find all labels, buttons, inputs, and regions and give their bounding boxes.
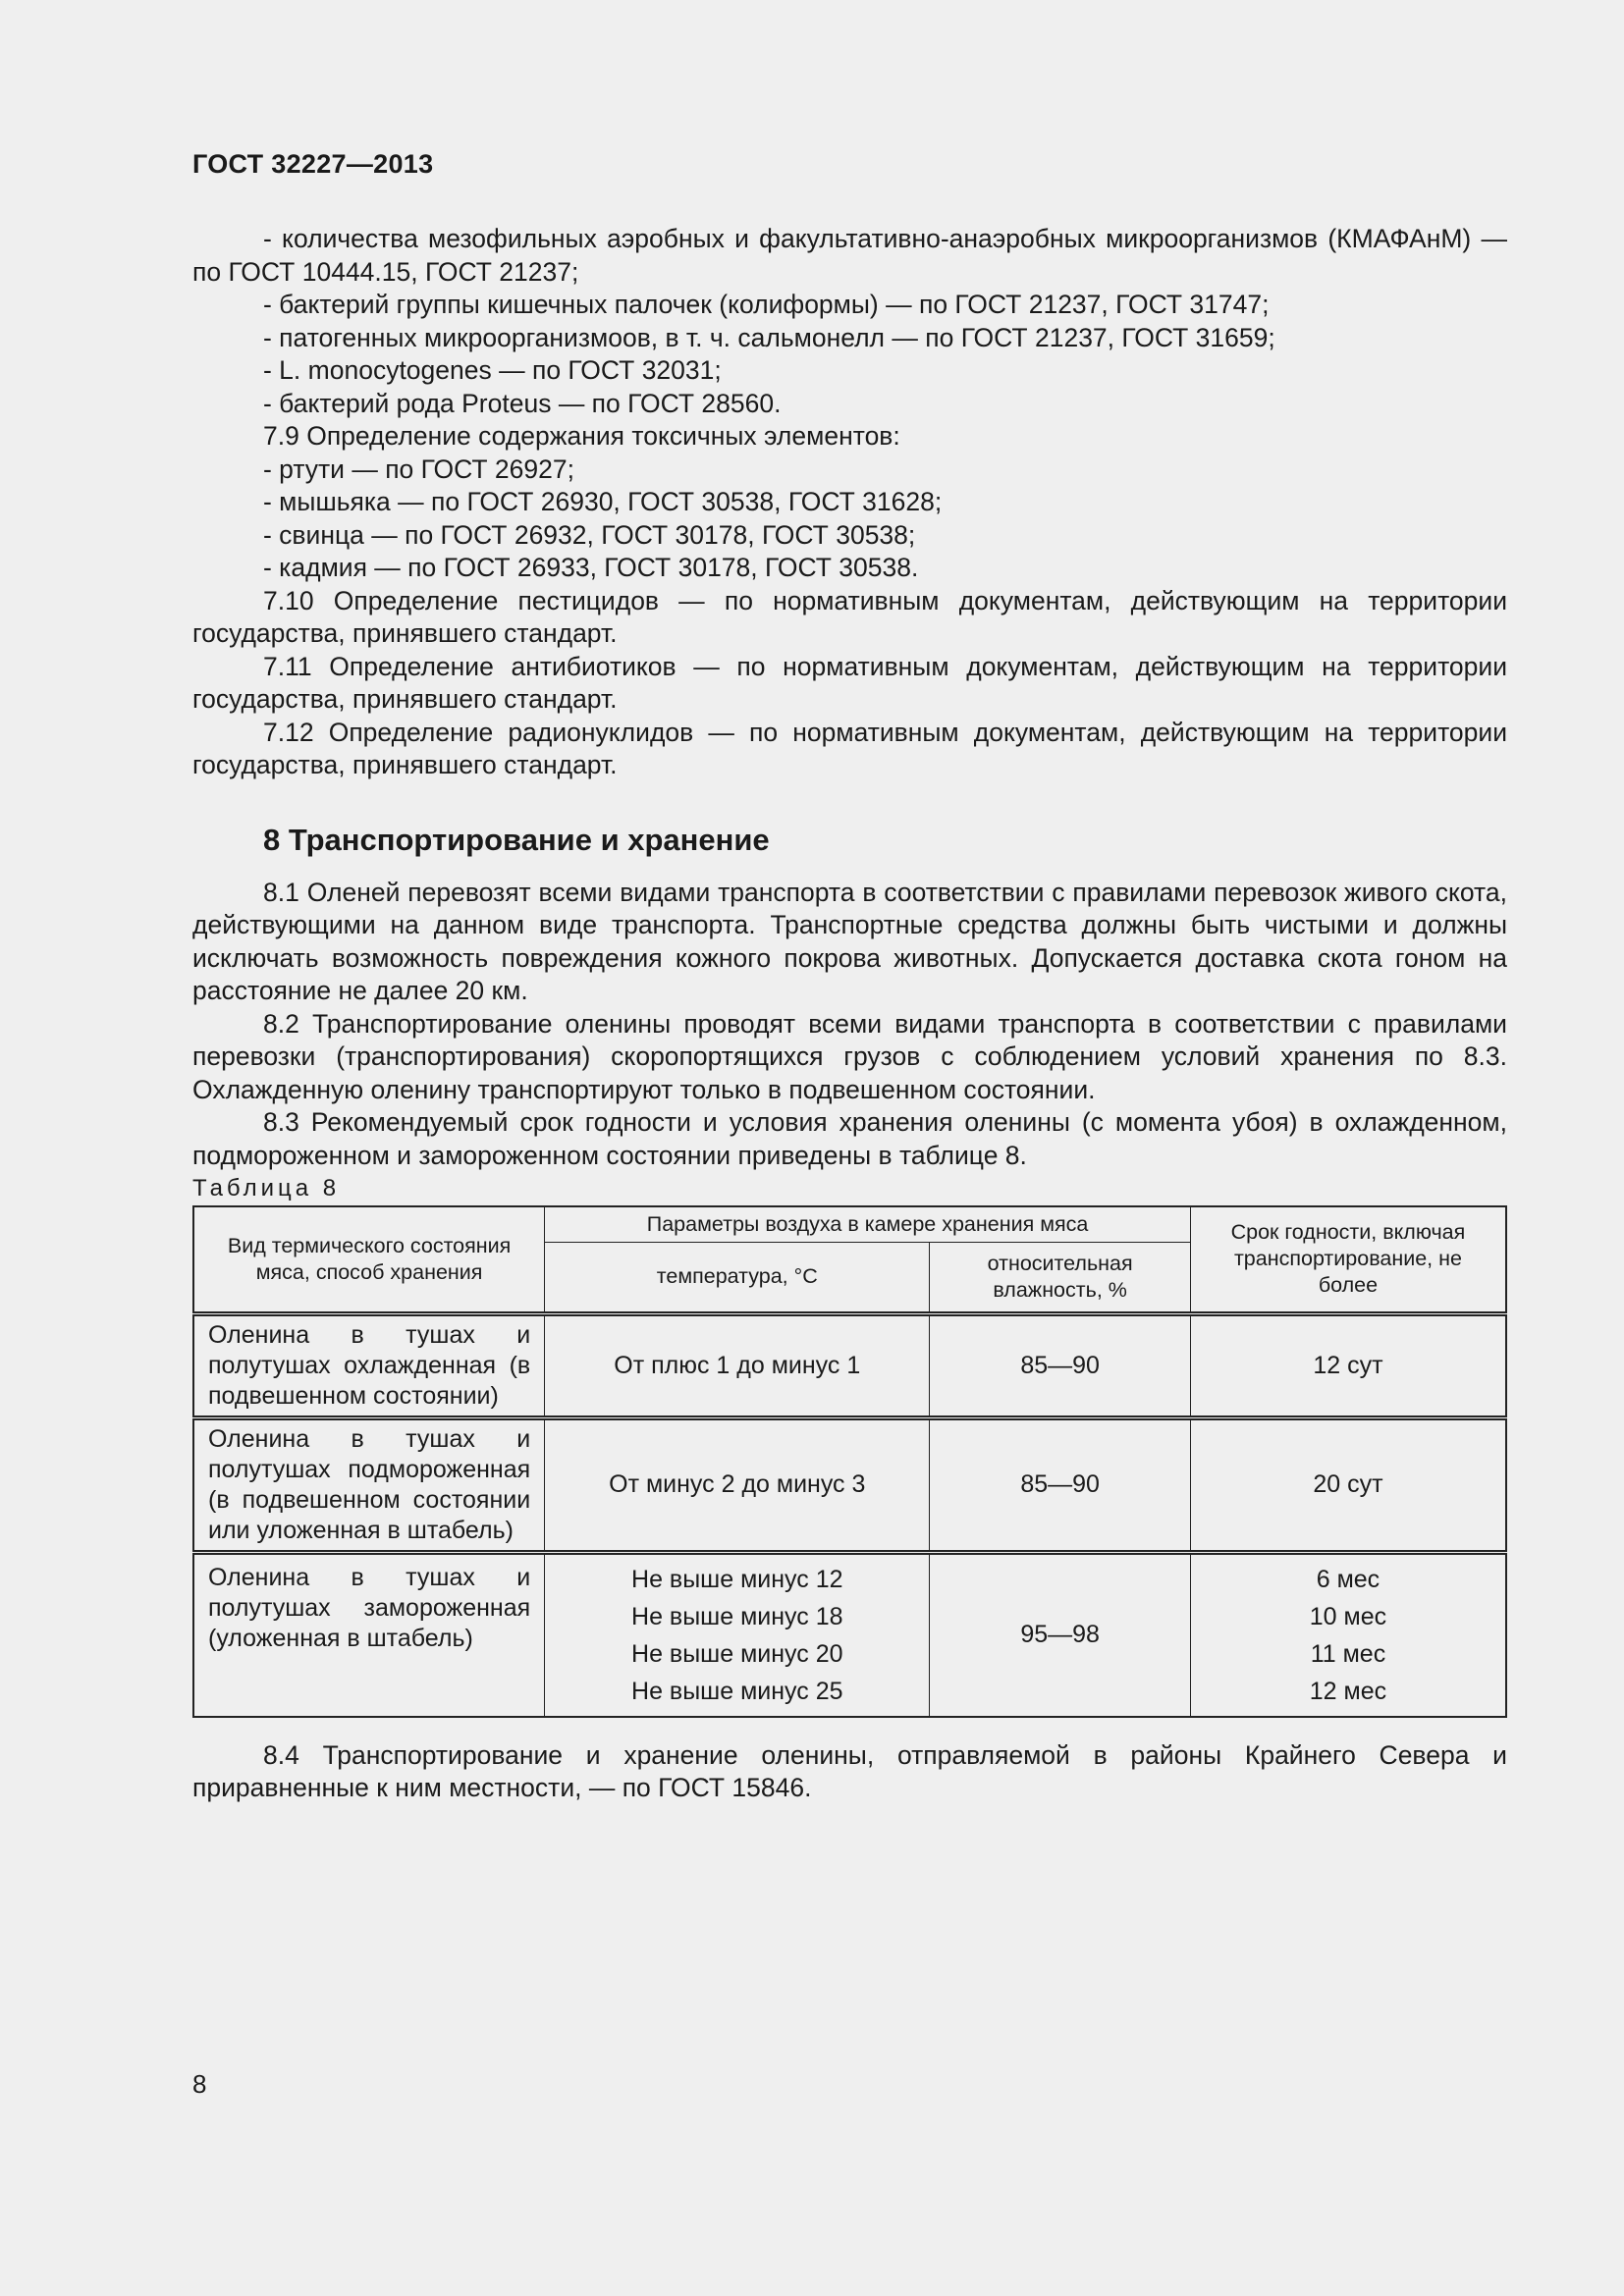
document-body: [192, 223, 1507, 1805]
cell-temperature: От минус 2 до минус 3: [545, 1417, 930, 1552]
cell-shelf-life-list: [1190, 1552, 1506, 1717]
page-number: 8: [192, 2069, 207, 2099]
table-caption: Таблица 8: [192, 1175, 341, 1201]
paragraph-8-4: 8.4 Транспортирование и хранение оленины, отправляемой в районы Крайнего Севера и приравненные к ним местности, — по ГОСТ 15846.: [192, 1739, 1507, 1802]
table-header-type: Вид термического состояния мяса, способ хранения: [193, 1206, 545, 1314]
list-item: - мышьяка — по ГОСТ 26930, ГОСТ 30538, ГОСТ 31628;: [263, 487, 943, 516]
table-header-shelf-life: Срок годности, включая транспортирование, не более: [1190, 1206, 1506, 1314]
storage-table: [192, 1205, 1507, 1718]
cell-temperature: От плюс 1 до минус 1: [545, 1313, 930, 1417]
list-item: - патогенных микроорганизмоов, в т. ч. сальмонелл — по ГОСТ 21237, ГОСТ 31659;: [263, 322, 1275, 352]
list-item: 7.12 Определение радионуклидов — по нормативным документам, действующим на территории государства, принявшего стандарт.: [192, 717, 1507, 779]
shelf-life-value: 6 мес: [1316, 1565, 1380, 1593]
cell-type: Оленина в тушах и полутушах охлажденная (в подвешенном состоянии): [193, 1313, 545, 1417]
cell-shelf-life: 12 сут: [1190, 1313, 1506, 1417]
list-item: - бактерий группы кишечных палочек (колиформы) — по ГОСТ 21237, ГОСТ 31747;: [263, 290, 1270, 319]
list-item: - количества мезофильных аэробных и факультативно-анаэробных микроорганизмов (КМАФАнМ) — по ГОСТ 10444.15, ГОСТ 21237;: [192, 224, 1507, 287]
list-item: - бактерий рода Proteus — по ГОСТ 28560.: [263, 388, 782, 418]
table-header-humidity: относительная влажность, %: [930, 1242, 1191, 1313]
shelf-life-value: 10 мес: [1309, 1602, 1387, 1630]
temperature-value: Не выше минус 25: [631, 1677, 843, 1705]
cell-humidity: 95—98: [930, 1552, 1191, 1717]
temperature-value: Не выше минус 18: [631, 1602, 843, 1630]
list-item: - кадмия — по ГОСТ 26933, ГОСТ 30178, ГОСТ 30538.: [263, 553, 919, 582]
paragraph-8-1: 8.1 Оленей перевозят всеми видами транспорта в соответствии с правилами перевозок живого скота, действующими на данном виде транспорта. Транспортные средства должны быть чистыми и должны исключать возможность повреждения кожного покрова животных. Допускается доставка скота гоном на расстояние не далее 20 км.: [192, 877, 1507, 1005]
table-row: [193, 1417, 1506, 1552]
cell-humidity: 85—90: [930, 1417, 1191, 1552]
list-item: 7.10 Определение пестицидов — по нормативным документам, действующим на территории государства, принявшего стандарт.: [192, 585, 1507, 648]
list-item: - ртути — по ГОСТ 26927;: [263, 454, 574, 484]
paragraph-8-3: 8.3 Рекомендуемый срок годности и условия хранения оленины (с момента убоя) в охлажденном, подмороженном и замороженном состоянии приведены в таблице 8.: [192, 1107, 1507, 1170]
table-row: [193, 1313, 1506, 1417]
paragraph-8-2: 8.2 Транспортирование оленины проводят всеми видами транспорта в соответствии с правилами перевозки (транспортирования) скоропортящихся грузов с соблюдением условий хранения по 8.3. Охлажденную оленину транспортируют только в подвешенном состоянии.: [192, 1008, 1507, 1104]
cell-type: Оленина в тушах и полутушах подмороженная (в подвешенном состоянии или уложенная в штабель): [193, 1417, 545, 1552]
temperature-value: Не выше минус 20: [631, 1639, 843, 1668]
cell-shelf-life: 20 сут: [1190, 1417, 1506, 1552]
list-item: - свинца — по ГОСТ 26932, ГОСТ 30178, ГОСТ 30538;: [263, 519, 916, 550]
table-header-air-params: Параметры воздуха в камере хранения мяса: [545, 1206, 1191, 1243]
cell-temperature-list: [545, 1552, 930, 1717]
cell-humidity: 85—90: [930, 1313, 1191, 1417]
table-header-temperature: температура, °С: [545, 1242, 930, 1313]
list-item: 7.9 Определение содержания токсичных элементов:: [263, 421, 900, 451]
list-item: - L. monocytogenes — по ГОСТ 32031;: [263, 355, 722, 385]
table-row: [193, 1552, 1506, 1717]
document-header: ГОСТ 32227—2013: [192, 149, 434, 179]
section-title: 8 Транспортирование и хранение: [263, 822, 770, 857]
cell-type: Оленина в тушах и полутушах замороженная (уложенная в штабель): [193, 1552, 545, 1717]
temperature-value: Не выше минус 12: [631, 1565, 843, 1593]
list-item: 7.11 Определение антибиотиков — по нормативным документам, действующим на территории государства, принявшего стандарт.: [192, 651, 1507, 714]
shelf-life-value: 12 мес: [1309, 1677, 1387, 1705]
shelf-life-value: 11 мес: [1310, 1639, 1386, 1668]
section7-list: [192, 223, 1507, 782]
